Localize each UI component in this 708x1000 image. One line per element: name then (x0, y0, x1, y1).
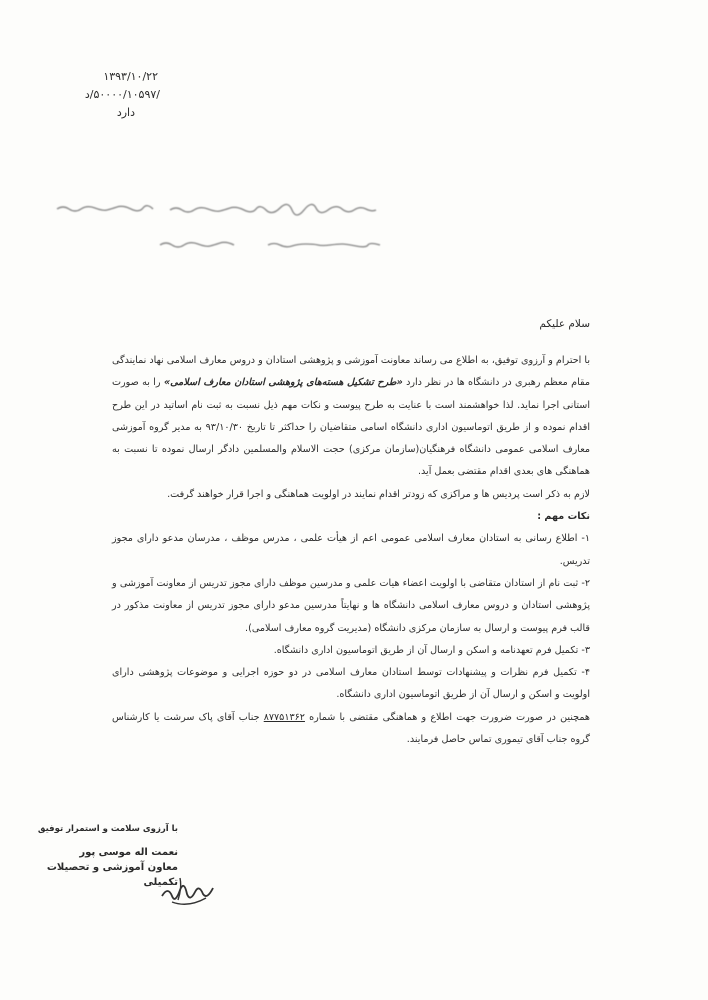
greeting: سلام علیکم (539, 318, 590, 330)
closing-text: همچنین در صورت ضرورت جهت اطلاع و هماهنگی مقتضی با شماره (309, 711, 590, 723)
intro-paragraph (112, 350, 590, 484)
signature-block (28, 822, 178, 890)
letter-body (112, 350, 590, 751)
note-item: ۲- ثبت نام از استادان متقاضی با اولویت اعضاء هیات علمی و مدرسین موظف دارای مجوز تدریس از معاونت آموزشی و پژوهشی استادان و دروس معارف اسلامی دانشگاه ها و نهایتاً مدرسین مدعو دارای مجوز تدریس از معاونت مذکور در قالب فرم پیوست و ارسال به سازمان مرکزی دانشگاه (مدیریت گروه معارف اسلامی). (112, 577, 590, 634)
priority-note: لازم به ذکر است پردیس ها و مراکزی که زودتر اقدام نمایند در اولویت هماهنگی و اجرا قرار خواهند گرفت. (167, 488, 590, 500)
closing-text-continued: جناب آقای پاک سرشت یا کارشناس گروه جناب آقای تیموری تماس حاصل فرمایند. (112, 711, 590, 746)
signatory-title: معاون آموزشی و تحصیلات تکمیلی (46, 862, 178, 888)
signatory-name: نعمت اله موسی پور (79, 847, 178, 858)
note-item: ۳- تکمیل فرم تعهدنامه و اسکن و ارسال آن از طریق اتوماسیون اداری دانشگاه. (273, 644, 590, 656)
intro-text-continued: را به صورت استانی اجرا نماید. لذا خواهشمند است با عنایت به طرح پیوست و نکات مهم ذیل نسبت به ثبت نام اساتید در این طرح اقدام نموده و از طریق اتوماسیون اداری دانشگاه اسامی متقاضیان را حداکثر تا تاریخ ۹۳/۱۰/۳۰ به مدیر گروه آموزشی معارف اسلامی عمومی دانشگاه فرهنگیان(سازمان مرکزی) حجت الاسلام والمسلمین دادگر ارسال نموده تا نسبت به هماهنگی های بعدی اقدام مقتضی بعمل آید. (112, 377, 590, 478)
note-item: ۱- اطلاع رسانی به استادان معارف اسلامی عمومی اعم از هیأت علمی ، مدرس موظف ، مدرسان مدعو دارای مجوز تدریس. (112, 533, 590, 567)
recipient-block-illegible (48, 186, 408, 256)
illegible-recipient-line (168, 196, 408, 218)
letter-attachment: دارد (116, 106, 135, 119)
notes-heading: نکات مهم : (537, 511, 590, 523)
intro-text: با احترام و آرزوی توفیق، به اطلاع می رساند معاونت آموزشی و پژوهشی استادان و دروس معارف اسلامی نهاد نمایندگی مقام معظم رهبری در دانشگاه ها در نظر دارد (112, 355, 591, 389)
handwritten-signature-icon (158, 866, 218, 916)
contact-phone: ۸۷۷۵۱۳۶۲ (263, 711, 305, 723)
letter-date: ۱۳۹۳/۱۰/۲۲ (103, 70, 158, 83)
closing-paragraph (112, 707, 590, 752)
letter-number: /۵۰۰۰۰/۱۰۵۹۷/د (84, 88, 160, 101)
illegible-recipient-line (158, 231, 408, 253)
letter-meta (0, 68, 190, 122)
note-item: ۴- تکمیل فرم نظرات و پیشنهادات توسط استادان معارف اسلامی در دو حوزه اجرایی و موضوعات پژوهشی دارای اولویت و اسکن و ارسال آن از طریق اتوماسیون اداری دانشگاه. (112, 667, 590, 701)
illegible-recipient-line (55, 196, 165, 218)
signature-salutation: با آرزوی سلامت و استمرار توفیق (37, 824, 178, 834)
project-title: «طرح تشکیل هسته‌های پژوهشی استادان معارف اسلامی» (163, 377, 403, 389)
